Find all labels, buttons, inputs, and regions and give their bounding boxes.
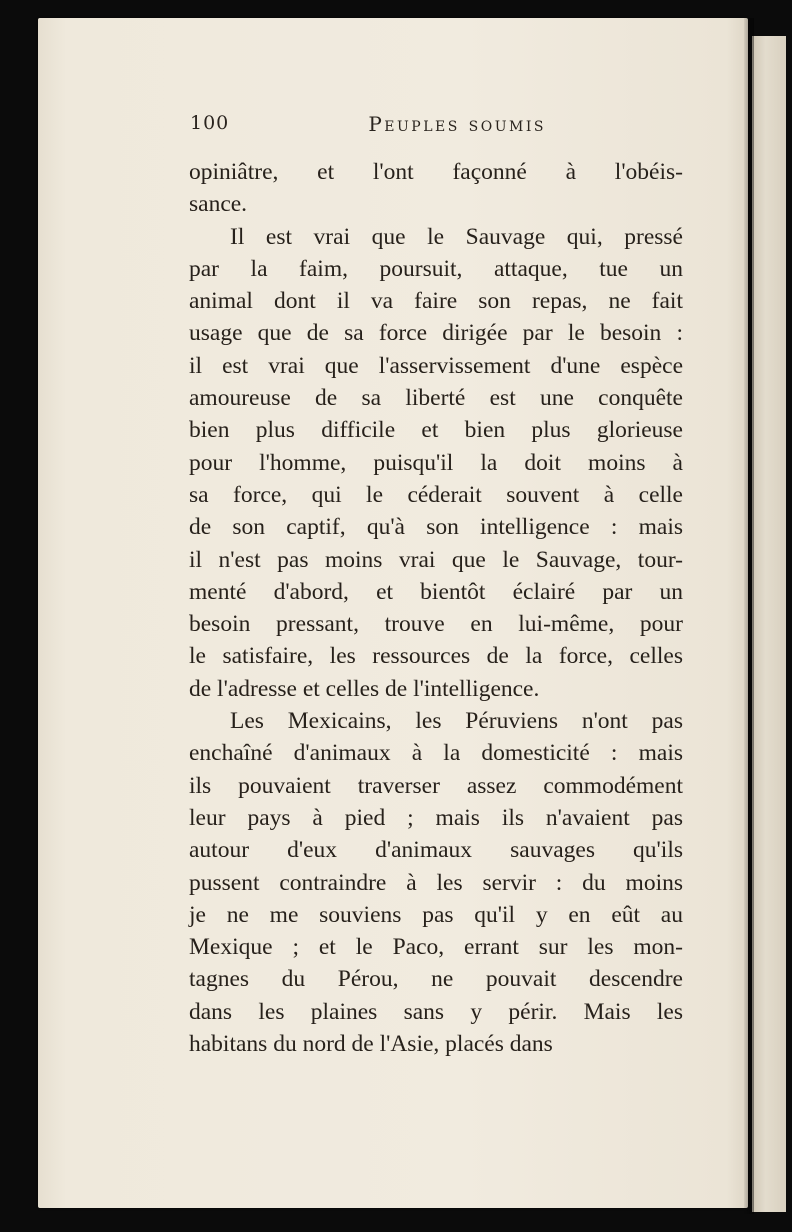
text-line: de l'adresse et celles de l'intelligence. — [189, 675, 540, 702]
text-line: dans les plaines sans y périr. Mais les — [189, 998, 683, 1025]
text-line: de son captif, qu'à son intelligence : mais — [189, 514, 683, 541]
text-line: besoin pressant, trouve en lui-même, pour — [189, 611, 683, 638]
text-line: le satisfaire, les ressources de la force, celles — [189, 643, 683, 670]
text-line: sa force, qui le céderait souvent à celle — [189, 481, 683, 508]
text-line: Il est vrai que le Sauvage qui, pressé — [230, 223, 683, 250]
text-line: habitans du nord de l'Asie, placés dans — [189, 1031, 553, 1058]
text-line: usage que de sa force dirigée par le besoin : — [189, 320, 683, 347]
page-header — [190, 112, 546, 142]
gutter-shadow — [744, 18, 754, 1214]
text-line: pussent contraindre à les servir : du moins — [189, 869, 683, 896]
paragraph — [189, 221, 683, 705]
text-line: il est vrai que l'asservissement d'une espèce — [189, 352, 683, 379]
text-line: amoureuse de sa liberté est une conquête — [189, 385, 683, 412]
text-line: animal dont il va faire son repas, ne fait — [189, 288, 683, 315]
text-line: ils pouvaient traverser assez commodément — [189, 772, 683, 799]
text-line: opiniâtre, et l'ont façonné à l'obéis- — [189, 159, 683, 185]
text-line: enchaîné d'animaux à la domesticité : mais — [189, 740, 683, 767]
text-line: par la faim, poursuit, attaque, tue un — [189, 255, 683, 282]
text-line: il n'est pas moins vrai que le Sauvage, tour- — [189, 546, 683, 573]
text-line: leur pays à pied ; mais ils n'avaient pas — [189, 804, 683, 831]
page-number: 100 — [190, 112, 230, 134]
text-line: autour d'eux d'animaux sauvages qu'ils — [189, 837, 683, 864]
body-text — [189, 156, 683, 1060]
paragraph — [189, 156, 683, 221]
text-line: bien plus difficile et bien plus glorieuse — [189, 417, 683, 444]
text-line: tagnes du Pérou, ne pouvait descendre — [189, 966, 683, 993]
text-line: menté d'abord, et bientôt éclairé par un — [189, 578, 683, 605]
next-page-edge — [752, 36, 786, 1212]
text-line: sance. — [189, 191, 248, 218]
text-line: Mexique ; et le Paco, errant sur les mon- — [189, 934, 683, 961]
paragraph — [189, 705, 683, 1060]
text-line: je ne me souviens pas qu'il y en eût au — [189, 901, 683, 928]
text-line: Les Mexicains, les Péruviens n'ont pas — [230, 708, 683, 735]
text-line: pour l'homme, puisqu'il la doit moins à — [189, 449, 683, 476]
running-title: Peuples soumis — [368, 112, 546, 136]
